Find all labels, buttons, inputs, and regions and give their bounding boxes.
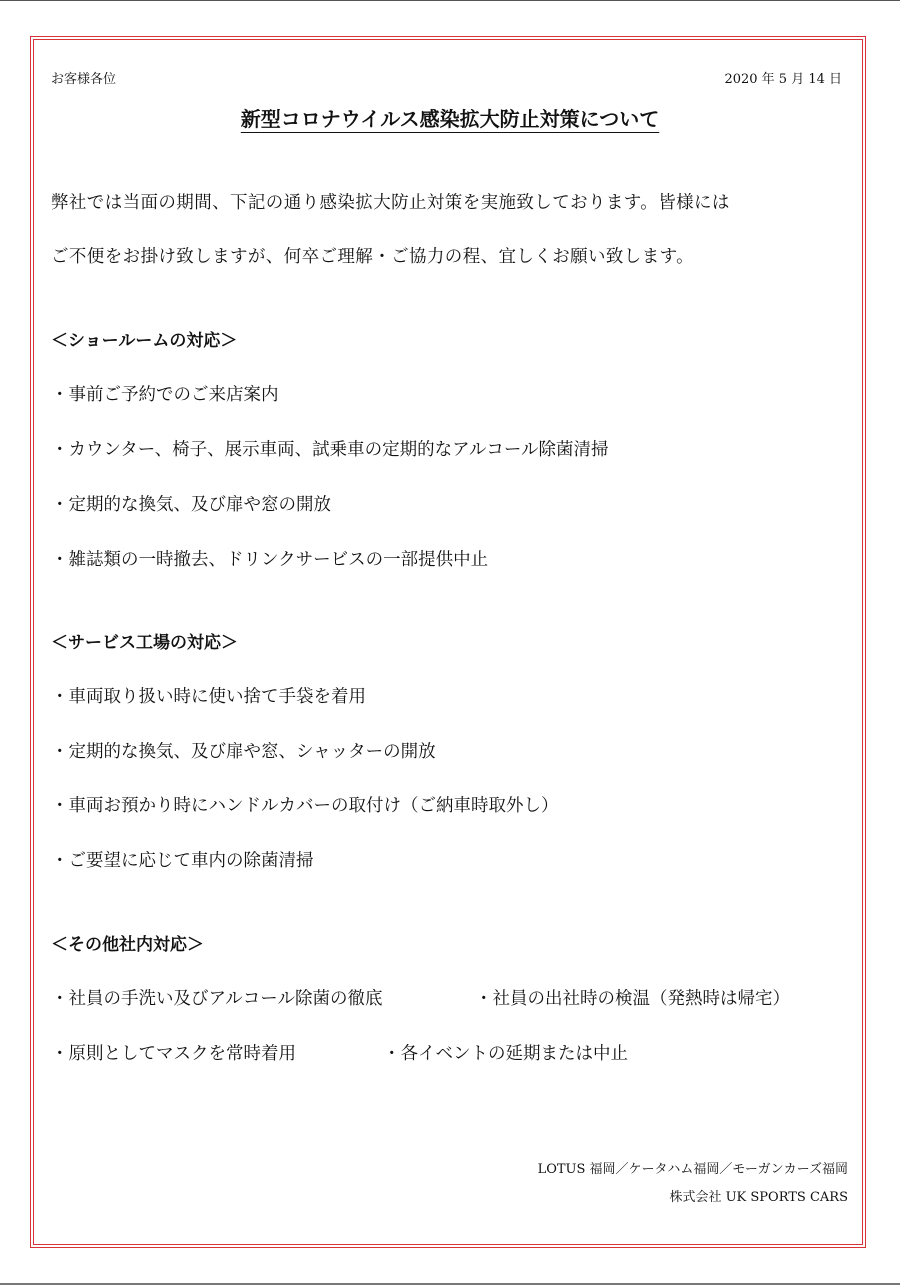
intro-line-2: ご不便をお掛け致しますが、何卒ご理解・ご協力の程、宜しくお願い致します。 [51, 247, 694, 267]
intro-line-1: 弊社では当面の期間、下記の通り感染拡大防止対策を実施致しております。皆様には [51, 193, 730, 213]
list-item: ・各イベントの延期または中止 [383, 1044, 628, 1064]
section-heading-showroom: ＜ショールームの対応＞ [51, 331, 238, 351]
page-edge-top [0, 0, 900, 1]
page-title [0, 103, 900, 132]
section-heading-service: ＜サービス工場の対応＞ [51, 633, 238, 653]
list-item: ・事前ご予約でのご来店案内 [51, 385, 279, 405]
page-title-text: 新型コロナウイルス感染拡大防止対策について [240, 107, 660, 131]
list-item: ・ご要望に応じて車内の除菌清掃 [51, 851, 314, 871]
list-item: ・カウンター、椅子、展示車両、試乗車の定期的なアルコール除菌清掃 [51, 440, 609, 460]
salutation: お客様各位 [51, 72, 117, 87]
list-item: ・社員の出社時の検温（発熱時は帰宅） [475, 989, 790, 1009]
list-item: ・車両お預かり時にハンドルカバーの取付け（ご納車時取外し） [51, 796, 559, 816]
list-item: ・定期的な換気、及び扉や窓、シャッターの開放 [51, 742, 436, 762]
list-item: ・定期的な換気、及び扉や窓の開放 [51, 495, 331, 515]
list-item: ・車両取り扱い時に使い捨て手袋を着用 [51, 687, 366, 707]
footer-brands: LOTUS 福岡／ケータハム福岡／モーガンカーズ福岡 [537, 1162, 848, 1177]
date: 2020 年 5 月 14 日 [724, 72, 842, 87]
list-item: ・原則としてマスクを常時着用 [51, 1044, 296, 1064]
footer-company: 株式会社 UK SPORTS CARS [669, 1190, 848, 1205]
list-item: ・雑誌類の一時撤去、ドリンクサービスの一部提供中止 [51, 550, 489, 570]
section-heading-other: ＜その他社内対応＞ [51, 935, 204, 955]
list-item: ・社員の手洗い及びアルコール除菌の徹底 [51, 989, 383, 1009]
